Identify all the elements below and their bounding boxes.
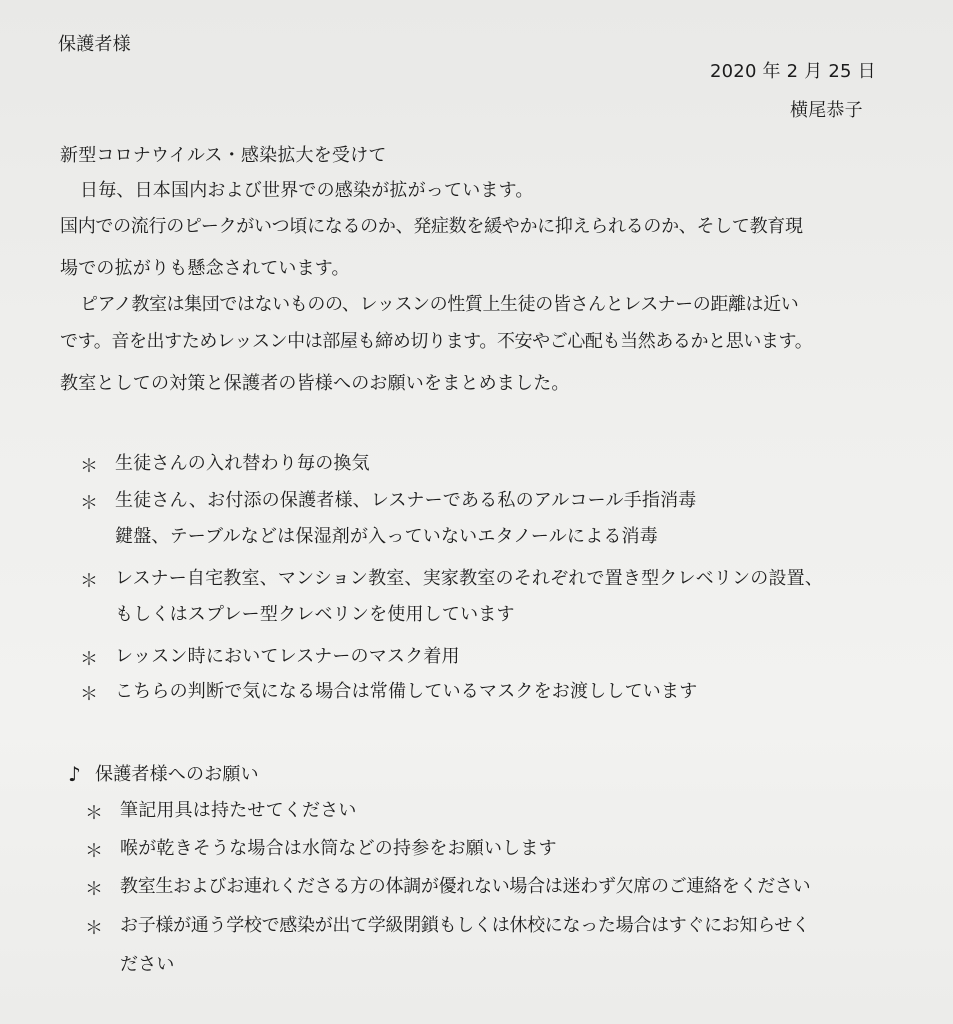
intro-line: 場での拡がりも懸念されています。 xyxy=(60,258,350,279)
request-item: お子様が通う学校で感染が出て学級閉鎖もしくは休校になった場合はすぐにお知らせく xyxy=(120,915,810,936)
request-item: 喉が乾きそうな場合は水筒などの持参をお願いします xyxy=(120,838,557,859)
bullet-icon: ＊ xyxy=(80,684,98,705)
author-name: 横尾恭子 xyxy=(790,100,863,121)
bullet-icon: ＊ xyxy=(80,493,98,514)
measure-item: 生徒さんの入れ替わり毎の換気 xyxy=(115,453,370,474)
requests-heading: 保護者様へのお願い xyxy=(95,764,259,785)
bullet-icon: ＊ xyxy=(85,841,103,862)
intro-line: 教室としての対策と保護者の皆様へのお願いをまとめました。 xyxy=(60,373,570,394)
measure-item: レスナー自宅教室、マンション教室、実家教室のそれぞれで置き型クレベリンの設置、 xyxy=(115,568,824,589)
measure-item: 鍵盤、テーブルなどは保湿剤が入っていないエタノールによる消毒 xyxy=(115,526,658,547)
request-item: 教室生およびお連れくださる方の体調が優れない場合は迷わず欠席のご連絡をください xyxy=(120,876,811,897)
bullet-icon: ＊ xyxy=(85,879,103,900)
request-item: 筆記用具は持たせてください xyxy=(120,800,357,821)
measure-item: もしくはスプレー型クレベリンを使用しています xyxy=(115,604,515,625)
measure-item: レッスン時においてレスナーのマスク着用 xyxy=(115,646,460,667)
intro-line: 日毎、日本国内および世界での感染が拡がっています。 xyxy=(80,180,534,201)
bullet-icon: ＊ xyxy=(85,918,103,939)
letter-date: 2020 年 2 月 25 日 xyxy=(710,61,876,82)
measure-item: こちらの判断で気になる場合は常備しているマスクをお渡ししています xyxy=(115,681,698,702)
request-item: ださい xyxy=(120,954,175,975)
bullet-icon: ＊ xyxy=(80,456,98,477)
letter-title: 新型コロナウイルス・感染拡大を受けて xyxy=(60,145,387,166)
bullet-icon: ＊ xyxy=(80,571,98,592)
bullet-icon: ＊ xyxy=(80,649,98,670)
addressee: 保護者様 xyxy=(58,34,131,55)
intro-line: 国内での流行のピークがいつ頃になるのか、発症数を緩やかに抑えられるのか、そして教育現 xyxy=(60,216,803,237)
bullet-icon: ＊ xyxy=(85,803,103,824)
measure-item: 生徒さん、お付添の保護者様、レスナーである私のアルコール手指消毒 xyxy=(115,490,697,511)
intro-line: ピアノ教室は集団ではないものの、レッスンの性質上生徒の皆さんとレスナーの距離は近い xyxy=(80,294,799,315)
music-note-icon: ♪ xyxy=(68,762,81,786)
intro-line: です。音を出すためレッスン中は部屋も締め切ります。不安やご心配も当然あるかと思います。 xyxy=(60,331,813,352)
